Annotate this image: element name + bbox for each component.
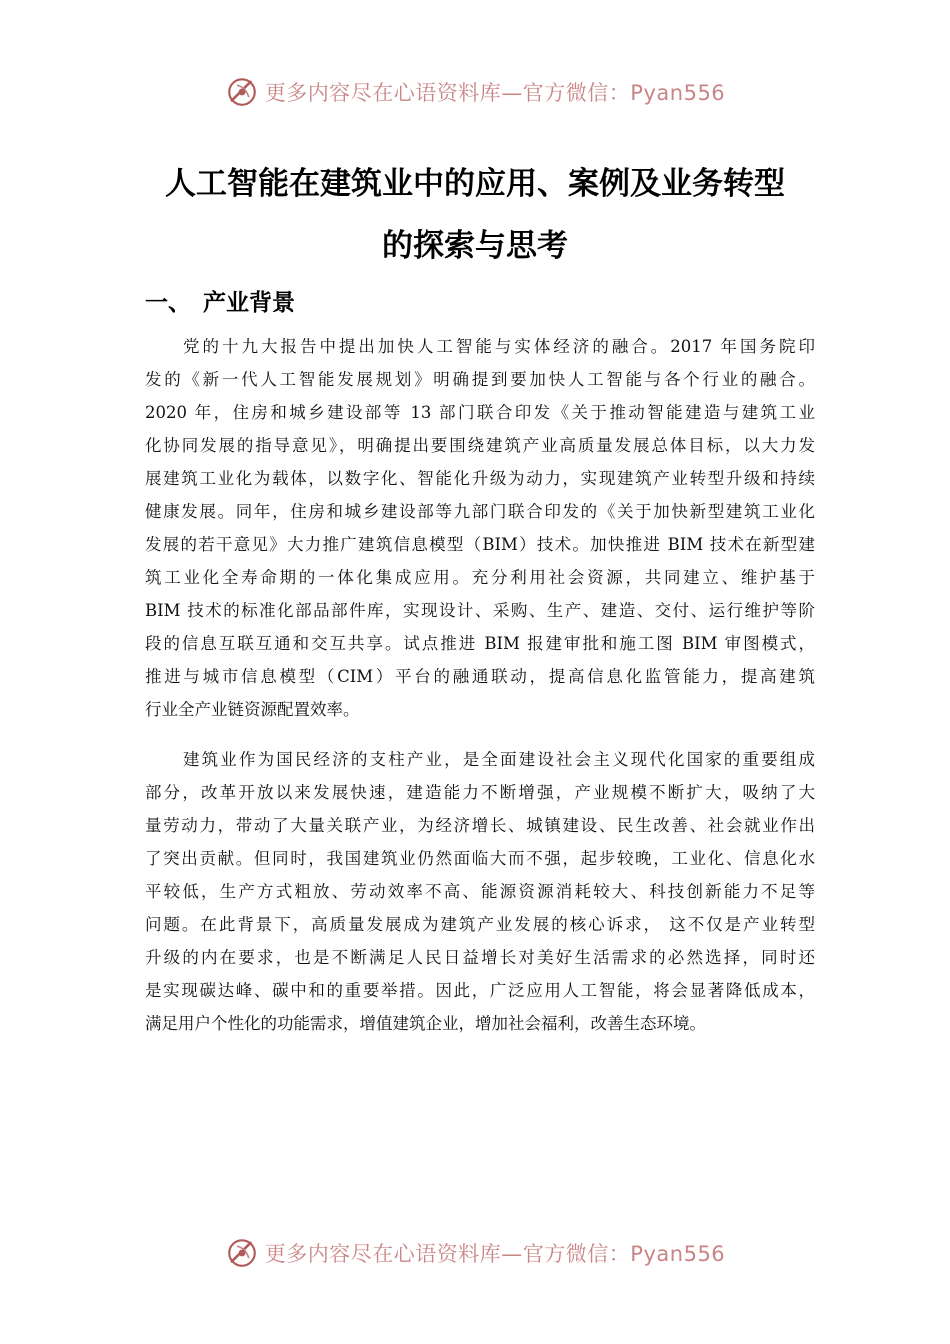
seal-logo-icon: [225, 75, 259, 109]
paragraph-line: 满足用户个性化的功能需求，增值建筑企业，增加社会福利，改善生态环境。: [145, 1014, 706, 1033]
watermark-text: 更多内容尽在心语资料库—官方微信：Pyan556: [264, 1242, 726, 1266]
paragraph-line: 是实现碳达峰、碳中和的重要举措。因此，广泛应用人工智能，将会显著降低成本，: [145, 981, 815, 1000]
watermark-text: 更多内容尽在心语资料库—官方微信：Pyan556: [264, 81, 726, 105]
paragraph-line: 发的《新一代人工智能发展规划》明确提到要加快人工智能与各个行业的融合。: [145, 370, 815, 389]
section-title: 产业背景: [203, 290, 295, 316]
seal-logo-icon: [225, 1236, 259, 1270]
paragraph-line: 行业全产业链资源配置效率。: [145, 700, 360, 719]
paragraph-line: 健康发展。同年，住房和城乡建设部等九部门联合印发的《关于加快新型建筑工业化: [145, 502, 815, 521]
paragraph-line: 发展的若干意见》大力推广建筑信息模型（BIM）技术。加快推进 BIM 技术在新型建: [145, 535, 815, 554]
header-watermark: [0, 72, 950, 112]
paragraph-line: 推进与城市信息模型（CIM）平台的融通联动，提高信息化监管能力，提高建筑: [145, 667, 815, 686]
paragraph-line: 段的信息互联互通和交互共享。试点推进 BIM 报建审批和施工图 BIM 审图模式，: [145, 634, 815, 653]
paragraph-line: 平较低，生产方式粗放、劳动效率不高、能源资源消耗较大、科技创新能力不足等: [145, 882, 815, 901]
paragraph-line: BIM 技术的标准化部品部件库，实现设计、采购、生产、建造、交付、运行维护等阶: [145, 601, 815, 620]
paragraph-line: 展建筑工业化为载体，以数字化、智能化升级为动力，实现建筑产业转型升级和持续: [145, 469, 815, 488]
paragraph-line: 量劳动力，带动了大量关联产业，为经济增长、城镇建设、民生改善、社会就业作出: [145, 816, 815, 835]
paragraph-line: 党的十九大报告中提出加快人工智能与实体经济的融合。2017 年国务院印: [183, 337, 815, 356]
paragraph-line: 了突出贡献。但同时，我国建筑业仍然面临大而不强，起步较晚，工业化、信息化水: [145, 849, 815, 868]
paragraph-line: 升级的内在要求，也是不断满足人民日益增长对美好生活需求的必然选择，同时还: [145, 948, 815, 967]
footer-watermark: [0, 1233, 950, 1273]
paragraph-line: 化协同发展的指导意见》，明确提出要围绕建筑产业高质量发展总体目标，以大力发: [145, 436, 815, 455]
document-title-line-2: 的探索与思考: [382, 228, 568, 264]
paragraph-industry-status: [145, 743, 815, 1040]
paragraph-line: 建筑业作为国民经济的支柱产业，是全面建设社会主义现代化国家的重要组成: [183, 750, 815, 769]
paragraph-line: 筑工业化全寿命期的一体化集成应用。充分利用社会资源，共同建立、维护基于: [145, 568, 815, 587]
paragraph-industry-policy: [145, 330, 815, 726]
section-heading: [145, 284, 295, 317]
document-title-line-1: 人工智能在建筑业中的应用、案例及业务转型: [165, 166, 785, 202]
section-number: 一、: [145, 290, 191, 316]
paragraph-line: 部分，改革开放以来发展快速，建造能力不断增强，产业规模不断扩大，吸纳了大: [145, 783, 815, 802]
paragraph-line: 问题。在此背景下，高质量发展成为建筑产业发展的核心诉求， 这不仅是产业转型: [145, 915, 815, 934]
paragraph-line: 2020 年，住房和城乡建设部等 13 部门联合印发《关于推动智能建造与建筑工业: [145, 403, 815, 422]
